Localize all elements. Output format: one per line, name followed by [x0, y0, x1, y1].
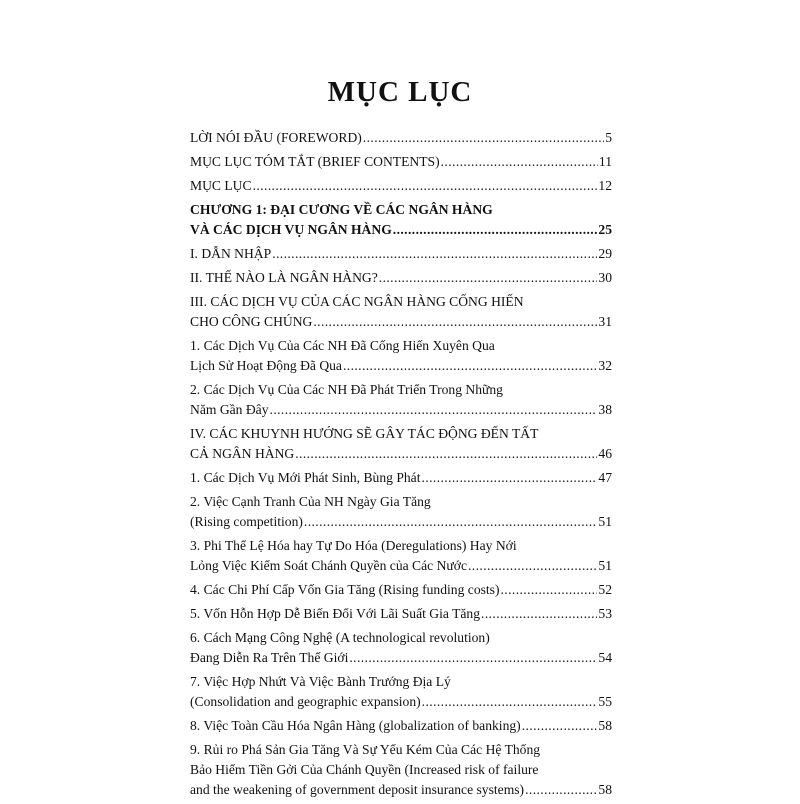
toc-entry	[190, 716, 612, 736]
toc-entry-text: CHO CÔNG CHÚNG	[190, 314, 313, 329]
dot-leader	[481, 604, 597, 624]
toc-entry-line	[190, 400, 612, 420]
toc-entry-line	[190, 220, 612, 240]
dot-leader	[272, 244, 597, 264]
page-number: 53	[598, 606, 612, 621]
toc-entry	[190, 336, 612, 376]
toc-entry-text: 9. Rủi ro Phá Sản Gia Tăng Và Sự Yếu Kém Của Các Hệ Thống	[190, 742, 541, 757]
dot-leader	[313, 312, 597, 332]
page-number: 58	[598, 782, 612, 797]
dot-leader	[421, 468, 597, 488]
dot-leader	[343, 356, 597, 376]
page-number: 11	[598, 154, 612, 169]
dot-leader	[253, 176, 598, 196]
page-number: 31	[598, 314, 612, 329]
toc-entry	[190, 604, 612, 624]
toc-entry-line	[190, 716, 612, 736]
toc-entry	[190, 292, 612, 332]
toc-entry-line	[190, 268, 612, 288]
dot-leader	[441, 152, 598, 172]
toc-entry-line	[190, 176, 612, 196]
toc-entry-line	[190, 356, 612, 376]
toc-entry-text: 3. Phi Thể Lệ Hóa hay Tự Do Hóa (Deregulations) Hay Nới	[190, 538, 517, 553]
toc-entry-text: 1. Các Dịch Vụ Mới Phát Sinh, Bùng Phát	[190, 470, 421, 485]
toc-entry-text: LỜI NÓI ĐẦU (FOREWORD)	[190, 130, 362, 145]
dot-leader	[270, 400, 598, 420]
toc-entry-text: VÀ CÁC DỊCH VỤ NGÂN HÀNG	[190, 222, 392, 237]
toc-entry-line	[190, 692, 612, 712]
toc-entry-line	[190, 152, 612, 172]
toc-entry	[190, 268, 612, 288]
page-number: 54	[598, 650, 612, 665]
toc-entry	[190, 740, 612, 800]
toc-entry	[190, 152, 612, 172]
toc-entry-text: 7. Việc Hợp Nhứt Và Việc Bành Trướng Địa Lý	[190, 674, 451, 689]
dot-leader	[501, 580, 598, 600]
toc-entry-text: 1. Các Dịch Vụ Của Các NH Đã Cống Hiến Xuyên Qua	[190, 338, 495, 353]
toc-entry	[190, 424, 612, 464]
toc-entry	[190, 580, 612, 600]
dot-leader	[363, 128, 604, 148]
page-number: 47	[598, 470, 612, 485]
toc-entry-text: 4. Các Chi Phí Cấp Vốn Gia Tăng (Rising funding costs)	[190, 582, 500, 597]
toc-entry-text: Lỏng Việc Kiểm Soát Chánh Quyền của Các Nước	[190, 558, 467, 573]
toc-entry-line	[190, 556, 612, 576]
dot-leader	[304, 512, 598, 532]
toc-entry	[190, 628, 612, 668]
toc-entry-text: Năm Gần Đây	[190, 402, 269, 417]
toc-entry-text: IV. CÁC KHUYNH HƯỚNG SẼ GÂY TÁC ĐỘNG ĐẾN TẤT	[190, 426, 539, 441]
page-number: 32	[598, 358, 612, 373]
toc-entry-line	[190, 512, 612, 532]
toc-entry-text: 8. Việc Toàn Cầu Hóa Ngân Hàng (globalization of banking)	[190, 718, 521, 733]
page-number: 29	[598, 246, 612, 261]
page-number: 55	[598, 694, 612, 709]
toc-entry	[190, 672, 612, 712]
dot-leader	[349, 648, 597, 668]
toc-entry-line	[190, 780, 612, 800]
toc-entry-line	[190, 444, 612, 464]
page-number: 5	[605, 130, 612, 145]
page-number: 51	[598, 558, 612, 573]
page-number: 38	[598, 402, 612, 417]
toc-entry-text: I. DẪN NHẬP	[190, 246, 272, 261]
toc-entry	[190, 200, 612, 240]
toc-entry	[190, 244, 612, 264]
page-number: 51	[598, 514, 612, 529]
page-number: 52	[598, 582, 612, 597]
toc-entry-text: 5. Vốn Hỗn Hợp Dễ Biến Đổi Với Lãi Suất Gia Tăng	[190, 606, 481, 621]
toc-entry-line	[190, 648, 612, 668]
toc-entry-text: Đang Diễn Ra Trên Thế Giới	[190, 650, 349, 665]
toc-entry-text: 2. Các Dịch Vụ Của Các NH Đã Phát Triển Trong Những	[190, 382, 503, 397]
page-title: MỤC LỤC	[327, 76, 473, 108]
toc-entry	[190, 128, 612, 148]
toc-entry-text: and the weakening of government deposit insurance systems)	[190, 782, 525, 797]
page-number: 25	[598, 222, 612, 237]
toc-entry	[190, 468, 612, 488]
toc-entry	[190, 492, 612, 532]
dot-leader	[525, 780, 597, 800]
toc-entry-line	[190, 580, 612, 600]
toc-entry-line	[190, 604, 612, 624]
toc-entry	[190, 176, 612, 196]
toc-entry-text: (Consolidation and geographic expansion)	[190, 694, 421, 709]
toc-entry-text: CHƯƠNG 1: ĐẠI CƯƠNG VỀ CÁC NGÂN HÀNG	[190, 202, 493, 217]
page-number: 46	[598, 446, 612, 461]
toc-entry-text: 6. Cách Mạng Công Nghệ (A technological revolution)	[190, 630, 490, 645]
page-number: 30	[598, 270, 612, 285]
toc-entry-text: Lịch Sử Hoạt Động Đã Qua	[190, 358, 342, 373]
toc-entry-text: MỤC LỤC	[190, 178, 252, 193]
toc-entry-line	[190, 244, 612, 264]
toc-entry-line	[190, 312, 612, 332]
toc-entry-text: II. THẾ NÀO LÀ NGÂN HÀNG?	[190, 270, 378, 285]
dot-leader	[393, 220, 598, 240]
dot-leader	[468, 556, 597, 576]
toc-entry-line	[190, 128, 612, 148]
dot-leader	[522, 716, 598, 736]
toc-entry-line	[190, 468, 612, 488]
toc-entry	[190, 536, 612, 576]
toc-entry-text: Bảo Hiểm Tiền Gởi Của Chánh Quyền (Increased risk of failure	[190, 762, 539, 777]
toc-entry-text: III. CÁC DỊCH VỤ CỦA CÁC NGÂN HÀNG CỐNG HIẾN	[190, 294, 524, 309]
dot-leader	[422, 692, 598, 712]
page-number: 12	[598, 178, 612, 193]
toc-entry-text: MỤC LỤC TÓM TẮT (BRIEF CONTENTS)	[190, 154, 440, 169]
toc-entry-text: CẢ NGÂN HÀNG	[190, 446, 295, 461]
table-of-contents	[190, 128, 612, 804]
toc-entry-text: 2. Việc Cạnh Tranh Của NH Ngày Gia Tăng	[190, 494, 431, 509]
dot-leader	[295, 444, 597, 464]
toc-entry-text: (Rising competition)	[190, 514, 303, 529]
page-number: 58	[598, 718, 612, 733]
dot-leader	[379, 268, 598, 288]
toc-entry	[190, 380, 612, 420]
